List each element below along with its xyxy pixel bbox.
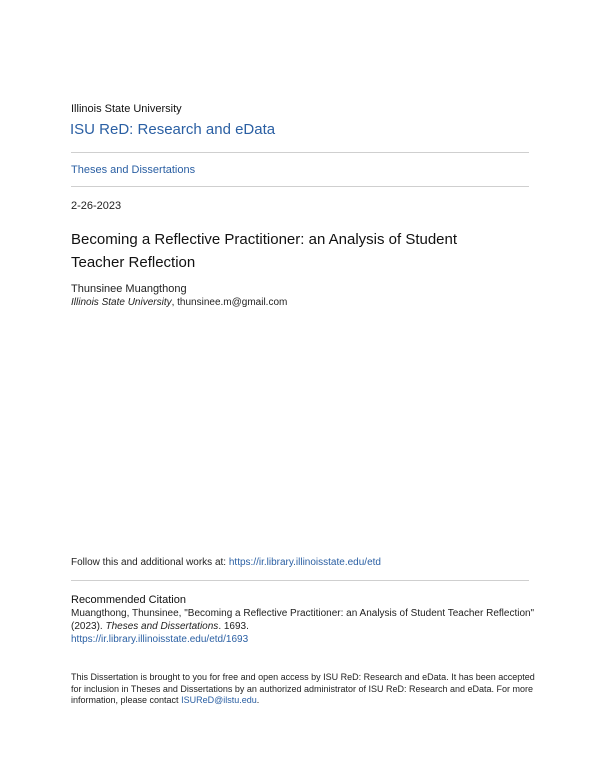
contact-email-link[interactable]: ISUReD@ilstu.edu (181, 695, 257, 705)
citation-number: . 1693. (218, 621, 249, 632)
affiliation-name: Illinois State University (71, 297, 172, 308)
notice-text: This Dissertation is brought to you for free and open access by ISU ReD: Research and eData. It has been accepted for inclusion in Theses and Dissertations by an authorized administrator of ISU ReD: Research and eData. For more information, please contact (71, 672, 535, 705)
series-link[interactable]: Theses and Dissertations (71, 164, 196, 176)
publication-date: 2-26-2023 (71, 200, 122, 212)
follow-link[interactable]: https://ir.library.illinoisstate.edu/etd (228, 557, 381, 568)
citation-link[interactable]: https://ir.library.illinoisstate.edu/etd/1693 (71, 634, 249, 645)
institution-name: Illinois State University (71, 103, 182, 115)
access-notice (71, 672, 536, 707)
divider (71, 152, 529, 153)
citation-text (71, 607, 541, 646)
divider (71, 186, 529, 187)
notice-end: . (256, 695, 260, 705)
follow-line (71, 557, 381, 568)
citation-journal: Theses and Dissertations (105, 621, 219, 632)
author-name: Thunsinee Muangthong (71, 283, 187, 295)
repository-link[interactable]: ISU ReD: Research and eData (70, 121, 276, 138)
divider (71, 580, 529, 581)
author-email: , thunsinee.m@gmail.com (171, 297, 288, 308)
citation-body: Muangthong, Thunsinee, "Becoming a Reflective Practitioner: an Analysis of Student Teacher Reflection" (2023). (71, 608, 535, 632)
follow-text: Follow this and additional works at: (71, 557, 229, 568)
citation-heading: Recommended Citation (71, 594, 186, 606)
author-affiliation (71, 297, 287, 308)
document-title: Becoming a Reflective Practitioner: an Analysis of Student Teacher Reflection (71, 231, 458, 271)
